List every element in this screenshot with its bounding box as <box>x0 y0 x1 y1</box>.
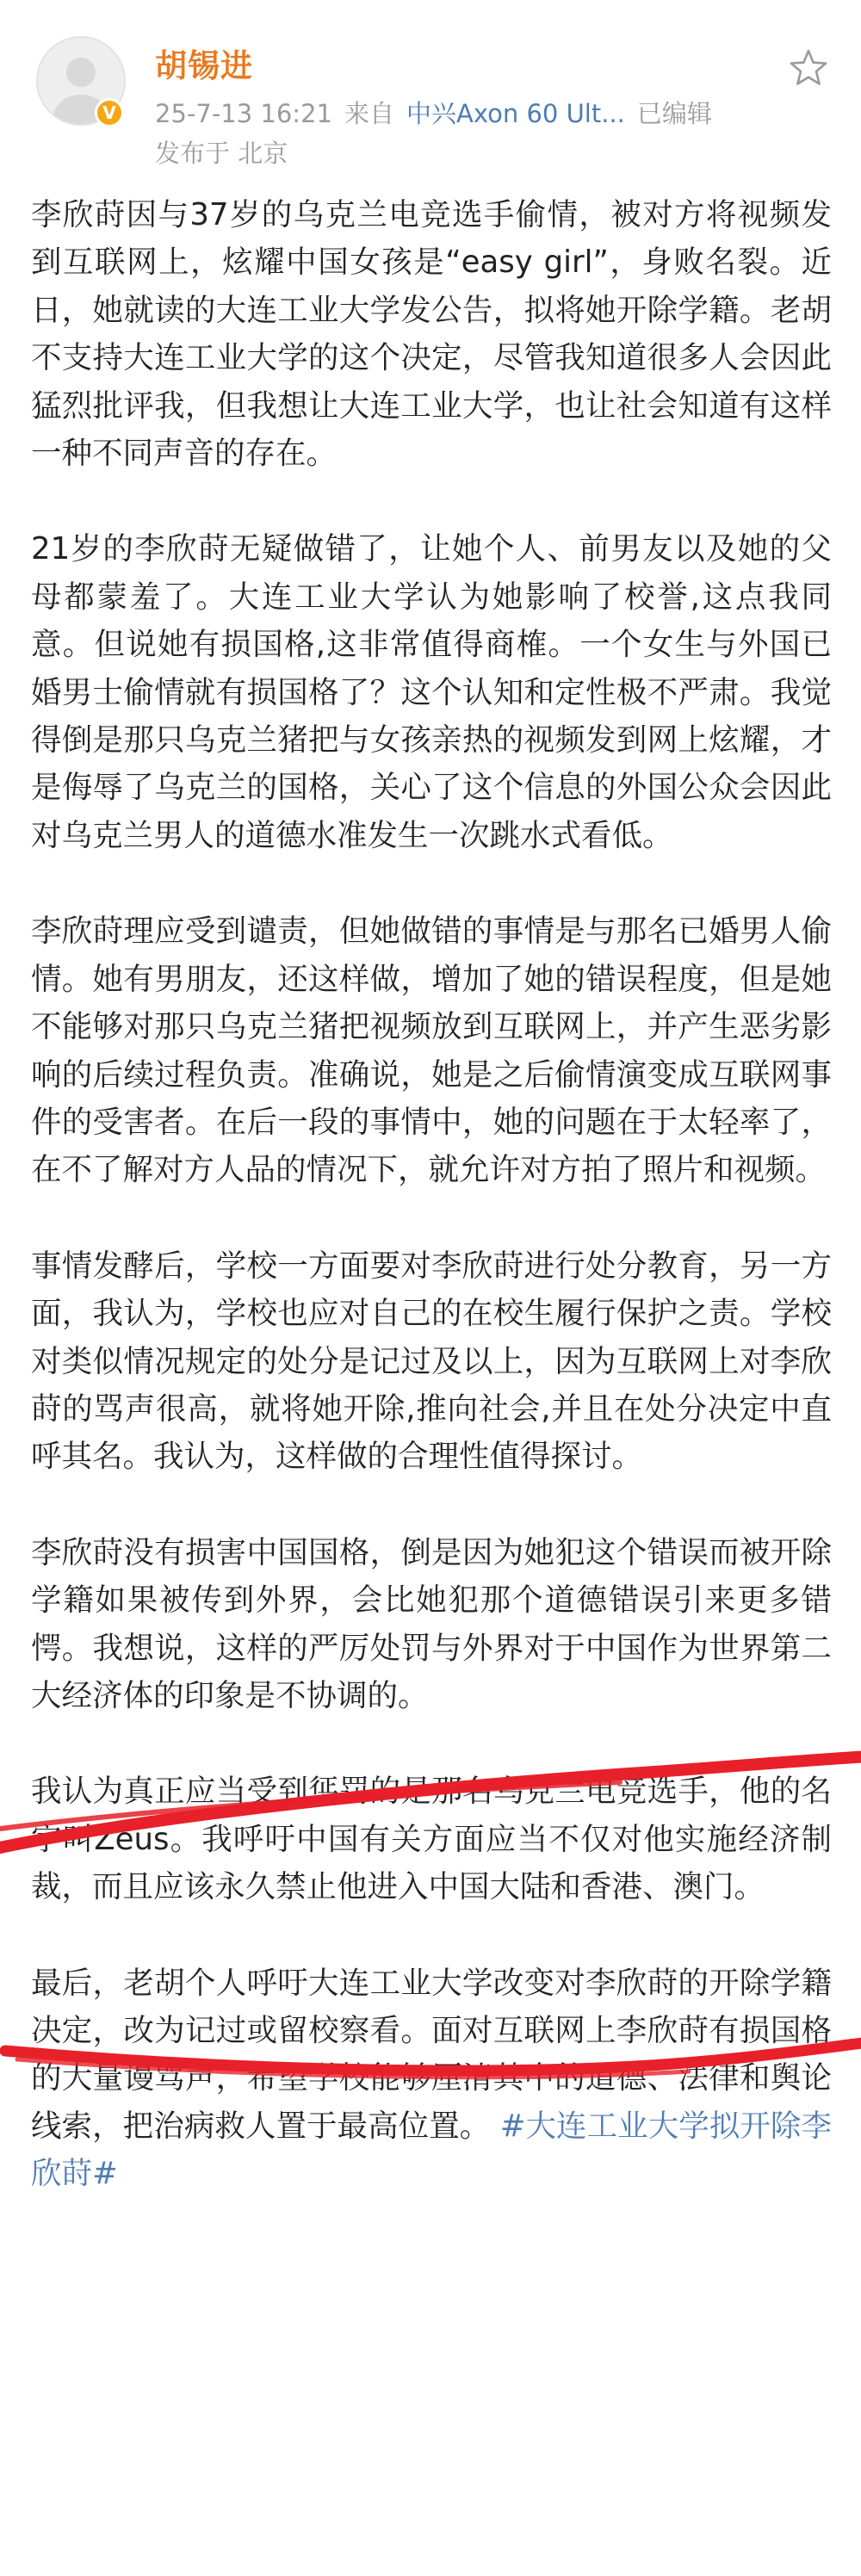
edited-label[interactable]: 已编辑 <box>636 99 712 128</box>
paragraph-2: 21岁的李欣莳无疑做错了，让她个人、前男友以及她的父母都蒙羞了。大连工业大学认为她影响了校誉,这点我同意。但说她有损国格,这非常值得商榷。一个女生与外国已婚男士偷情就有损国格了？这个认知和定性极不严肃。我觉得倒是那只乌克兰猪把与女孩亲热的视频发到网上炫耀，才是侮辱了乌克兰的国格，关心了这个信息的外国公众会因此对乌克兰男人的道德水准发生一次跳水式看低。 <box>31 531 832 853</box>
device-link[interactable]: 中兴Axon 60 Ult... <box>406 99 625 128</box>
paragraph-1: 李欣莳因与37岁的乌克兰电竞选手偷情，被对方将视频发到互联网上，炫耀中国女孩是“easy girl”，身败名裂。近日，她就读的大连工业大学发公告，拟将她开除学籍。老胡不支持大连工业大学的这个决定，尽管我知道很多人会因此猛烈批评我，但我想让大连工业大学，也让社会知道有这样一种不同声音的存在。 <box>31 197 832 472</box>
hashtag-link[interactable]: #大连工业大学拟开除李欣莳# <box>31 2108 832 2192</box>
paragraph-6: 我认为真正应当受到惩罚的是那名乌克兰电竞选手，他的名字叫Zeus。我呼吁中国有关方面应当不仅对他实施经济制裁，而且应该永久禁止他进入中国大陆和香港、澳门。 <box>31 1774 832 1905</box>
paragraph-7 <box>31 1960 832 2198</box>
verified-badge-icon: V <box>95 98 124 127</box>
star-outline-icon[interactable] <box>787 46 830 90</box>
paragraph-3: 李欣莳理应受到谴责，但她做错的事情是与那名已婚男人偷情。她有男朋友，还这样做，增加了她的错误程度，但是她不能够对那只乌克兰猪把视频放到互联网上，并产生恶劣影响的后续过程负责。准确说，她是之后偷情演变成互联网事件的受害者。在后一段的事情中，她的问题在于太轻率了，在不了解对方人品的情况下，就允许对方拍了照片和视频。 <box>31 913 832 1188</box>
author-name[interactable]: 胡锡进 <box>155 47 253 84</box>
post-timestamp: 25-7-13 16:21 <box>155 99 332 128</box>
post-location: 发布于 北京 <box>155 139 288 168</box>
paragraph-4: 事情发酵后，学校一方面要对李欣莳进行处分教育，另一方面，我认为，学校也应对自己的在校生履行保护之责。学校对类似情况规定的处分是记过及以上，因为互联网上对李欣莳的骂声很高，就将她开除,推向社会,并且在处分决定中直呼其名。我认为，这样做的合理性值得探讨。 <box>31 1248 832 1475</box>
paragraph-5: 李欣莳没有损害中国国格，倒是因为她犯这个错误而被开除学籍如果被传到外界，会比她犯那个道德错误引来更多错愕。我想说，这样的严厉处罚与外界对于中国作为世界第二大经济体的印象是不协调的。 <box>31 1534 832 1713</box>
post-header <box>0 0 861 172</box>
post-meta <box>155 95 724 130</box>
post-body <box>31 191 832 2246</box>
text-overflow-fade <box>706 2523 861 2576</box>
paragraph-7-text: 最后，老胡个人呼吁大连工业大学改变对李欣莳的开除学籍决定，改为记过或留校察看。面对互联网上李欣莳有损国格的大量谩骂声，希望学校能够厘清其中的道德、法律和舆论线索，把治病救人置于最高位置。 <box>31 1965 832 2144</box>
source-prefix: 来自 <box>344 99 394 128</box>
